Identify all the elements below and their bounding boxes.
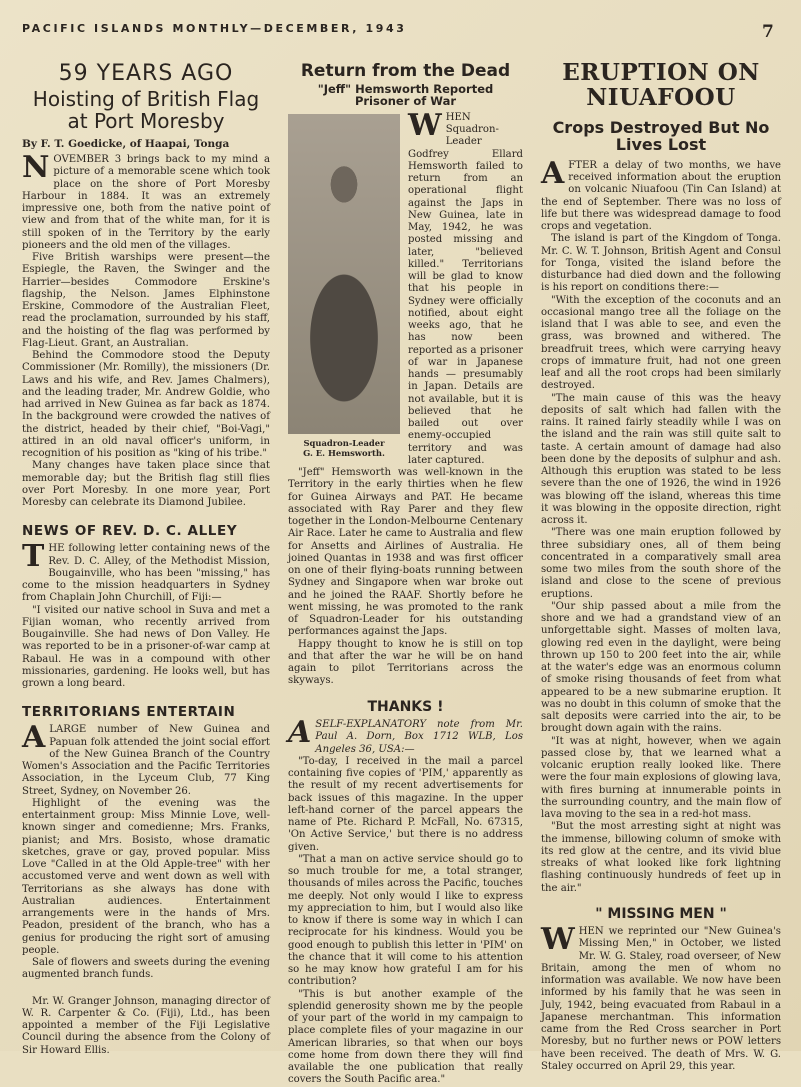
paragraph: "Our ship passed about a mile from the shore and we had a grandstand view of an unforgettable sight. Masses of molten lava, glowing red even in the daylight, were being thrown up 150 to 200 feet into the air, while at the water's edge was an enormous column of smoke rising thousands of feet from what appeared to be a new submarine eruption. It was no doubt in this column of smoke that the salt deposits were carried into the air, to be brought down again with the rains. [541,600,781,735]
drop-cap: A [22,720,46,756]
drop-cap: A [541,155,565,191]
territorians-article-body [22,720,270,1057]
paragraph: Sale of flowers and sweets during the evening augmented branch funds. [22,957,270,981]
paragraph: "That a man on active service should go to so much trouble for me, a total stranger, thousands of miles across the Pacific, touches me deeply. Not only would I like to express my appreciation to him, but I would also like to know if there is some way in which I can reciprocate for his kindness. Would you be good enough to publish this letter in 'PIM' on the chance that it will come to his attention so he may know how grateful I am for his contribution? [288,853,523,988]
column-3 [541,59,781,1072]
paragraph: Behind the Commodore stood the Deputy Commissioner (Mr. Romilly), the missioners (Dr. Laws and his wife, and Rev. James Chalmers), and the leading trader, Mr. Andrew Goldie, who had arrived in New Guinea as far back as 1874. In the background were crowded the natives of the district, headed by their chief, "Boi-Vagi," attired in an old naval officer's uniform, in recognition of his position as "king of his tribe." [22,350,270,460]
alley-article-body [22,539,270,690]
headline-flag: Hoisting of British Flag at Port Moresby [32,87,260,134]
paragraph: Mr. W. Granger Johnson, managing director of W. R. Carpenter & Co. (Fiji), Ltd., has been appointed a member of the Fiji Legislative Council during the absence from the Colony of Sir Howard Ellis. [22,995,270,1056]
headline-missing-men: " MISSING MEN " [595,905,727,922]
running-head: PACIFIC ISLANDS MONTHLY—DECEMBER, 1943 [22,22,407,35]
paragraph: "It was at night, however, when we again passed close by, that we learned what a volcanic eruption really looked like. There were the four main explosions of glowing lava, with fires burning at innumerable points in the surrounding country, and the main flow of lava moving to the sea in a red-hot mass. [541,735,781,821]
paragraph: "Jeff" Hemsworth was well-known in the Territory in the early thirties when he flew for Guinea Airways and PAT. He became associated with Ray Parer and they flew together in the London-Melbourne Centenary Air Race. Later he came to Australia and flew for Ansetts and Airlines of Australia. He joined Quantas in 1938 and was first officer on one of their flying-boats running between Sydney and Singapore when war broke out and he joined the RAAF. Shortly before he went missing, he was promoted to the rank of Squadron-Leader for his outstanding performances against the Japs. [288,467,523,638]
headline-eruption: ERUPTION ON NIUAFOOU [562,59,760,112]
paragraph: Happy thought to know he is still on top and that after the war he will be on hand again to pilot Territorians across the skyways. [288,638,523,687]
page-number: 7 [762,22,774,42]
eruption-article-body [541,155,781,895]
portrait-image [288,114,400,434]
paragraph: "With the exception of the coconuts and an occasional mango tree all the foliage on the island that I was able to see, and even the grass, was browned and withered. The breadfruit trees, which were carrying heavy crops of immature fruit, had not one green leaf and all the root crops had been similarly destroyed. [541,294,781,392]
paragraph: HE following letter containing news of the Rev. D. C. Alley, of the Methodist Mission, Bougainville, who has been "missing," has come to the mission headquarters in Sydney from Chaplain John Churchill, of Fiji:— [22,543,270,604]
paragraph: "This is but another example of the splendid generosity shown me by the people of your part of the world in my campaign to place complete files of your magazine in our American libraries, so that when our boys come home from down there they will find available the one publication that really covers the South Pacific area." [288,988,523,1086]
drop-cap: W [408,107,442,143]
paragraph: LARGE number of New Guinea and Papuan folk attended the joint social effort of the New Guinea Branch of the Country Women's Association and the Pacific Territories Association, in the Lyceum Club, 77 King Street, Sydney, on November 26. [22,724,270,797]
hemsworth-article-body [288,107,523,688]
subhead-hemsworth: "Jeff" Hemsworth Reported Prisoner of War [317,81,494,109]
portrait-photo [288,114,400,458]
paragraph: Highlight of the evening was the entertainment group: Miss Minnie Love, well-known singer and comedienne; Mrs. Franks, pianist; and Mrs. Bosisto, whose dramatic sketches, grave or gay, proved popular. Miss Love "Called in at the Old Apple-tree" with her accustomed verve and went down as well with Territorians as she always has done with Australian audiences. Entertainment arrangements were in the hands of Mrs. Peadon, president of the branch, who has a genius for producing the right sort of amusing people. [22,797,270,956]
missing-men-article-body [541,922,781,1073]
paragraph: Many changes have taken place since that memorable day; but the British flag still flies over Port Moresby. In one more year, Port Moresby can celebrate its Diamond Jubilee. [22,460,270,509]
drop-cap: W [541,922,575,958]
column-2 [288,60,523,1086]
drop-cap: N [22,150,50,186]
paragraph: FTER a delay of two months, we have received information about the eruption on volcanic Niuafoou (Tin Can Island) at the end of September. There was no loss of life but there was widespread damage to food crops and vegetation. [541,159,781,233]
thanks-article-body [288,715,523,1087]
paragraph: OVEMBER 3 brings back to my mind a picture of a memorable scene which took place on the shore of Port Moresby Harbour in 1884. It was an extremely impressive one, both from the native point of view and from that of the white man, for it is still spoken of in the Territory by the early pioneers and the old men of the villages. [22,154,270,251]
headline-return: Return from the Dead [300,61,511,81]
headline-59-years: 59 YEARS AGO [58,61,234,86]
paragraph: HEN Squadron-Leader Godfrey Ellard Hemsworth failed to return from an operational flight against the Japs in New Guinea, late in May, 1942, he was posted missing and later, "believed killed." Territorians will be glad to know that his people in Sydney were officially notified, about eight weeks ago, that he has now been reported as a prisoner of war in Japanese hands — presumably in Japan. Details are not available, but it is believed that he bailed out over enemy-occupied territory and was later captured. [408,111,523,466]
paragraph: The island is part of the Kingdom of Tonga. Mr. C. W. T. Johnson, British Agent and Consul for Tonga, visited the island before the disturbance had died down and the following is his report on conditions there:— [541,233,781,294]
paragraph: SELF-EXPLANATORY note from Mr. Paul A. Dorn, Box 1712 WLB, Los Angeles 36, USA:— [315,719,523,755]
paragraph: "I visited our native school in Suva and met a Fijian woman, who recently arrived from Bougainville. She had news of Don Valley. He was reported to be in a prisoner-of-war camp at Rabaul. He was in a compound with other missionaries, gardening. He looks well, but has grown a long beard. [22,604,270,690]
paragraph: Five British warships were present—the Espiegle, the Raven, the Swinger and the Harrier—besides Commodore Erskine's flagship, the Nelson. James Elphinstone Erskine, Commodore of the Australian Fleet, read the proclamation, surrounded by his staff, and the hoisting of the flag was performed by Flag-Lieut. Grant, an Australian. [22,252,270,349]
paragraph: HEN we reprinted our "New Guinea's Missing Men," in October, we listed Mr. W. G. Staley, road overseer, of New Britain, among the men of whom no information was available. We now have been informed by his family that he was seen in July, 1942, being evacuated from Rabaul in a Japanese merchantman. This information came from the Red Cross searcher in Port Moresby, but no further news or POW letters have been received. The death of Mrs. W. G. Staley occurred on April 29, this year. [541,926,781,1072]
paragraph: "To-day, I received in the mail a parcel containing five copies of 'PIM,' apparently as the result of my recent advertisements for back issues of this magazine. In the upper left-hand corner of the parcel appears the name of Pte. Richard P. McFall, No. 67315, 'On Active Service,' but there is no address given. [288,755,523,853]
byline: By F. T. Goedicke, of Haapai, Tonga [22,138,230,151]
caption-line: G. E. Hemsworth. [303,447,385,458]
column-1 [22,60,270,1056]
drop-cap: A [288,715,312,751]
flag-article-body [22,150,270,509]
caption-line: Squadron-Leader [303,437,385,448]
drop-cap: T [22,539,45,575]
paragraph: "There was one main eruption followed by three subsidiary ones, all of them being concentrated in a comparatively small area some two miles from the south shore of the island and close to the scene of previous eruptions. [541,527,781,600]
paragraph: "But the most arresting sight at night was the immense, billowing column of smoke with its red glow at the centre, and its vivid blue streaks of what looked like fork lightning flashing continuously hundreds of feet up in the air." [541,821,781,894]
section-heading-alley: NEWS OF REV. D. C. ALLEY [22,523,238,540]
paragraph: "The main cause of this was the heavy deposits of salt which had fallen with the rains. It rained fairly steadily while I was on the island and the rain was still quite salt to taste. A certain amount of damage had also been done by the deposits of sulphur and ash. Although this eruption was stated to be less severe than the one of 1926, the wind in 1926 was blowing off the island, whereas this time it was blowing in the opposite direction, right across it. [541,392,781,527]
section-heading-territorians: TERRITORIANS ENTERTAIN [22,704,236,721]
photo-caption [288,438,400,458]
headline-thanks: THANKS ! [367,698,444,715]
subhead-crops: Crops Destroyed But No Lives Lost [552,117,770,155]
